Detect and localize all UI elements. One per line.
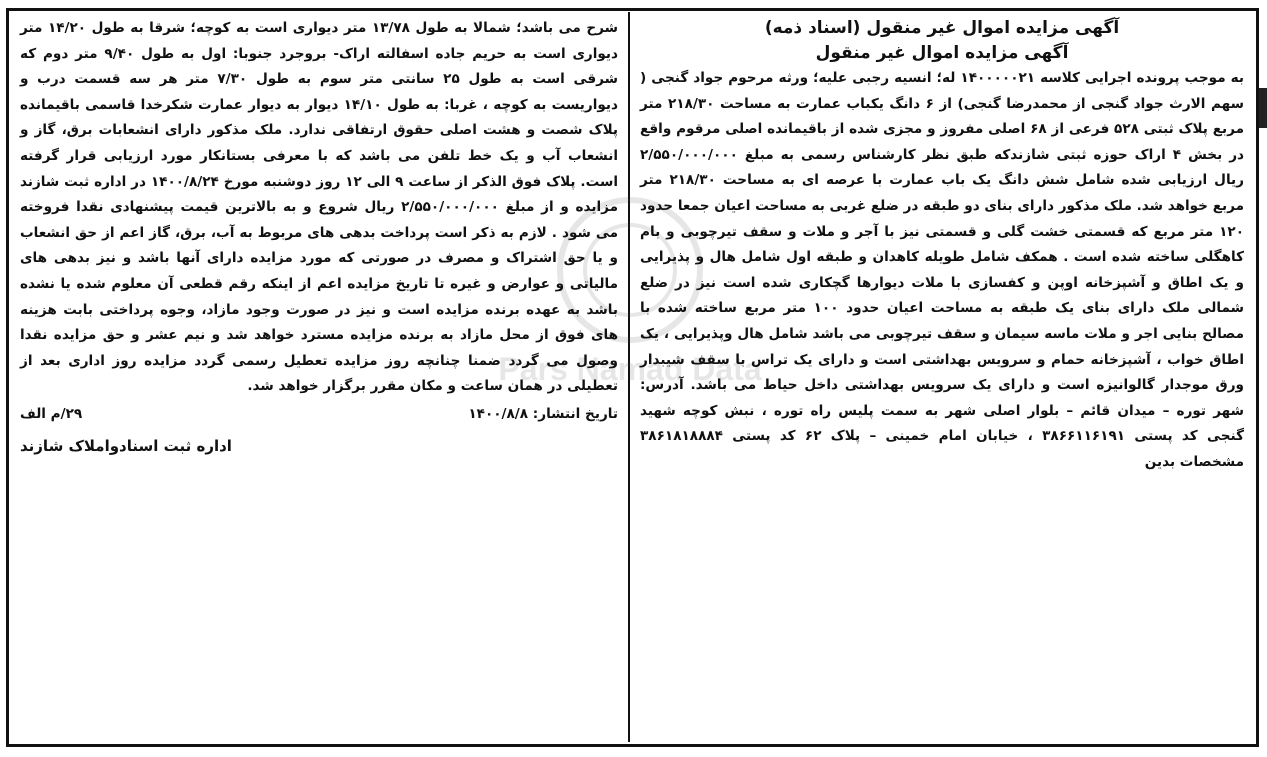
notice-body-right: به موجب پرونده اجرایی کلاسه ۱۴۰۰۰۰۰۲۱ له؛ انسیه رجبی علیه؛ ورثه مرحوم جواد گنجی ( سهم الارث جواد گنجی از محمدرضا گنجی) از ۶ دانگ یکباب عمارت به مساحت ۲۱۸/۳۰ متر مربع پلاک ثبتی ۵۲۸ فرعی از ۶۸ اصلی مفروز و مجزی شده از باقیمانده اصلی مرقوم واقع در بخش ۴ اراک حوزه ثبتی شازندکه طبق نظر کارشناس رسمی به مبلغ ۲/۵۵۰/۰۰۰/۰۰۰ ریال ارزیابی شده شامل شش دانگ یک باب عمارت با عرصه ای به مساحت ۲۱۸/۳۰ متر مربع خواهد شد. ملک مذکور دارای بنای دو طبقه در ضلع غربی به مساحت اعیان جمعا حدود ۱۲۰ متر مربع که قسمتی خشت گلی و قسمتی نیز با آجر و ملات و سقف تیرچوبی و بام کاهگلی ساخته شده است . همکف شامل طویله کاهدان و طبقه اول شامل هال و پذیرایی و یک اطاق و آشپزخانه اوپن و کفسازی با ملات دیوارها گچکاری شده است نیز در ضلع شمالی ملک دارای بنای یک طبقه به مساحت اعیان حدود ۱۰۰ متر مربع ساخته شده با مصالح بنایی اجر و ملات ماسه سیمان و سقف تیرچوبی می باشد شامل هال وپذیرایی ، یک اطاق خواب ، آشپزخانه حمام و سرویس بهداشتی است و دارای یک تراس با سقف شیبدار ورق موجدار گالوانیزه است و دارای یک سرویس بهداشتی داخل حیاط می باشد. آدرس: شهر توره – میدان قائم – بلوار اصلی شهر به سمت پلیس راه توره ، نبش کوچه شهید گنجی کد پستی ۳۸۶۶۱۱۶۱۹۱ ، خیابان امام خمینی – پلاک ۶۲ کد پستی ۳۸۶۱۸۱۸۸۸۴ مشخصات بدین: [640, 70, 1244, 470]
publication-info: [20, 402, 618, 428]
left-column: [20, 16, 618, 459]
notice-body-left: شرح می باشد؛ شمالا به طول ۱۳/۷۸ متر دیواری است به کوچه؛ شرقا به طول ۱۴/۲۰ متر دیواری است به حریم جاده اسفالته اراک- بروجرد جنوبا: اول به طول ۹/۴۰ متر دوم که شرقی است به طول ۲۵ سانتی متر سوم به طول ۷/۳۰ متر هر سه قسمت درب و دیواریست به کوچه ، غربا: به طول ۱۴/۱۰ دیوار به دیوار عمارت شکرخدا قاسمی باقیمانده پلاک شصت و هشت اصلی حقوق ارتفاقی ندارد. ملک مذکور دارای انشعابات برق، گاز و انشعاب آب و یک خط تلفن می باشد که با معرفی بستانکار مورد ارزیابی قرار گرفته است. پلاک فوق الذکر از ساعت ۹ الی ۱۲ روز دوشنبه مورخ ۱۴۰۰/۸/۲۴ در اداره ثبت شازند مزایده و از مبلغ ۲/۵۵۰/۰۰۰/۰۰۰ ریال شروع و به بالاترین قیمت پیشنهادی نقدا فروخته می شود . لازم به ذکر است پرداخت بدهی های مربوط به آب، برق، گاز اعم از حق انشعاب و یا حق اشتراک و مصرف در صورتی که مورد مزایده دارای آنها باشد و نیز بدهی های مالیاتی و عوارض و غیره تا تاریخ مزایده اعم از اینکه رقم قطعی آن معلوم شده یا نشده باشد به عهده برنده مزایده است و نیز در صورت وجود مازاد، وجوه پرداختی بابت هزینه های فوق از محل مازاد به برنده مزایده مسترد خواهد شد و نیم عشر و حق مزایده نقدا وصول می گردد ضمنا چنانچه روز مزایده تعطیل رسمی گردد مزایده روز اداری بعد از تعطیلی در همان ساعت و مکان مقرر برگزار خواهد شد.: [20, 20, 619, 395]
publish-date: تاریخ انتشار: ۱۴۰۰/۸/۸: [468, 405, 618, 422]
notice-heading-secondary: آگهی مزایده اموال غیر منقول: [815, 43, 1069, 63]
right-column: [640, 16, 1244, 476]
reference-code: ۲۹/م الف: [20, 405, 83, 422]
issuing-office: اداره ثبت اسنادواملاک شازند: [20, 436, 232, 455]
page-edge-mark: [1259, 88, 1267, 128]
watermark-brand: Pars Namad Data: [498, 351, 762, 387]
column-divider: [628, 12, 630, 742]
notice-heading-primary: آگهی مزایده اموال غیر منقول (اسناد ذمه): [764, 18, 1120, 38]
